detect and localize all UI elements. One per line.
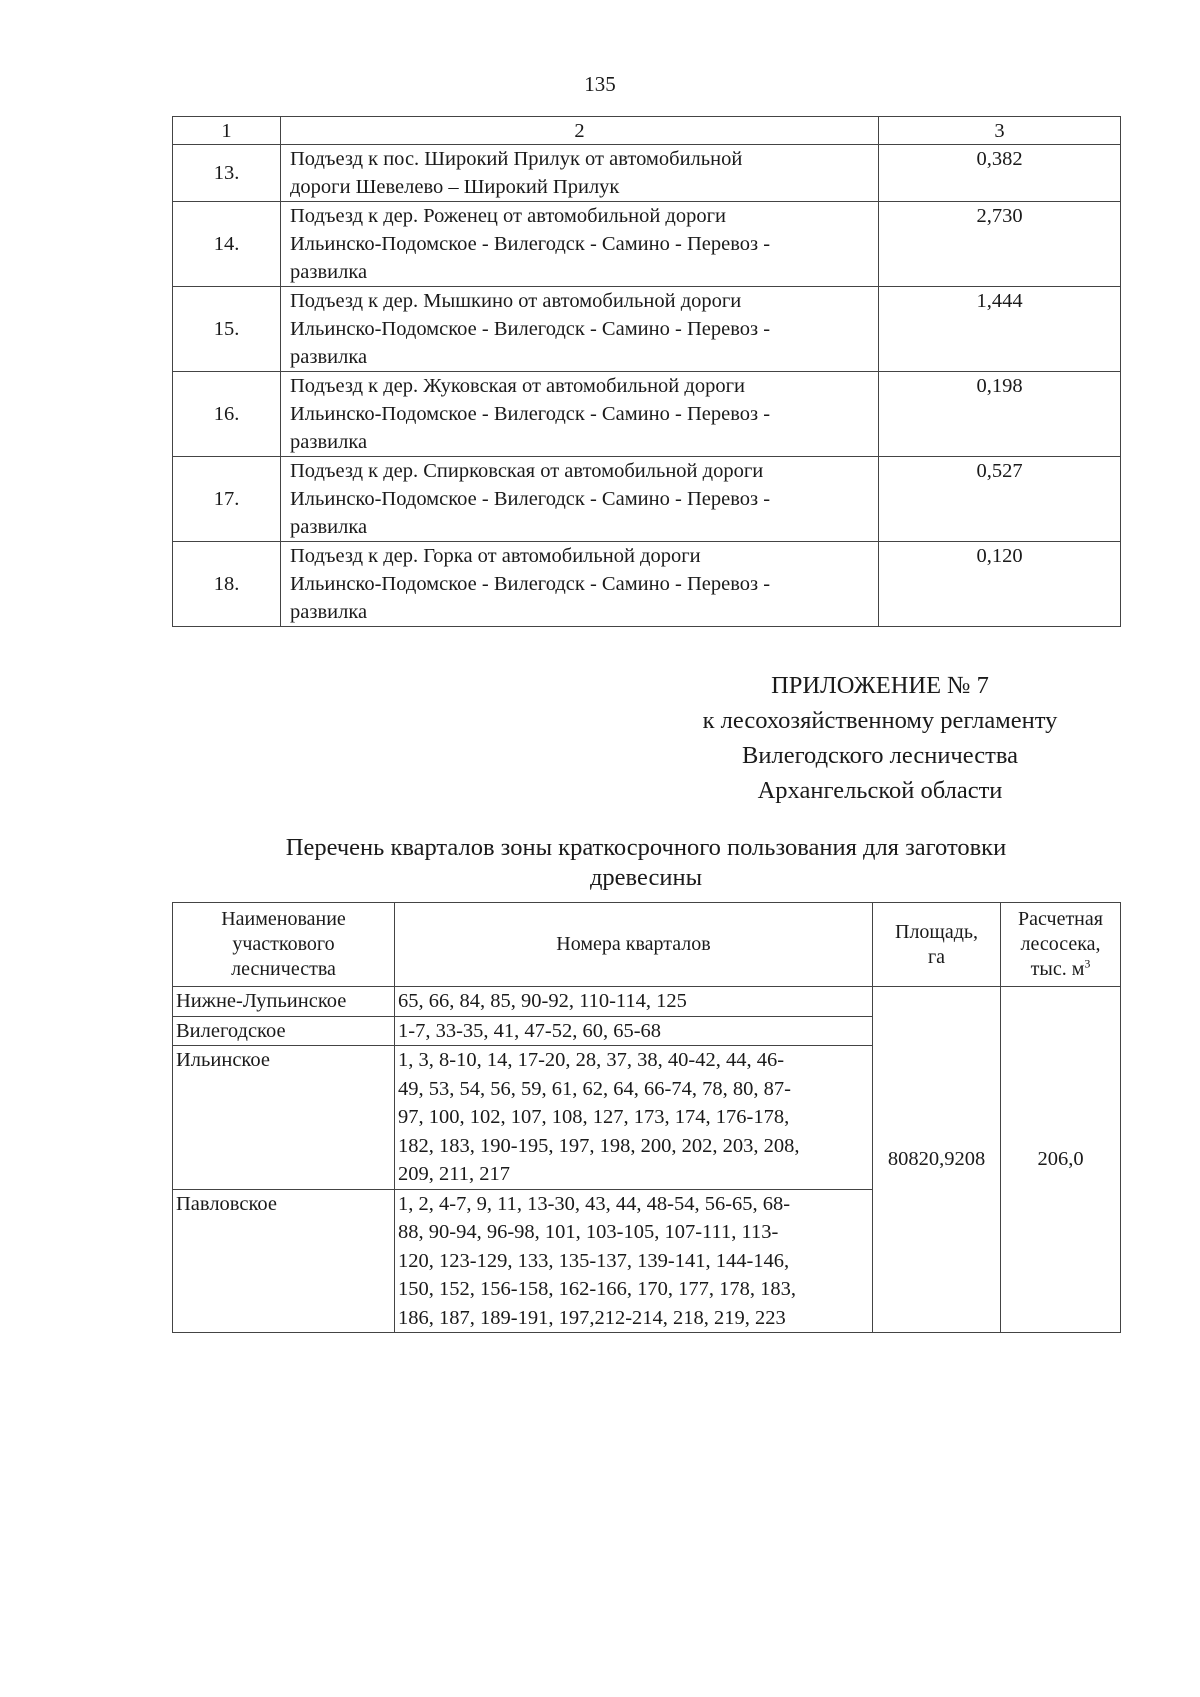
- text-line: Ильинско-Подомское - Вилегодск - Самино - Перевоз -: [290, 233, 771, 255]
- header-line: [1005, 957, 1116, 982]
- header-line: лесничества: [231, 958, 336, 980]
- quarter-numbers: [395, 987, 873, 1017]
- quarter-numbers: [395, 1046, 873, 1190]
- row-number: 18.: [173, 542, 281, 627]
- road-length: 1,444: [879, 287, 1121, 372]
- text-line: 186, 187, 189-191, 197,212-214, 218, 219, 223: [398, 1306, 786, 1329]
- row-number: 17.: [173, 457, 281, 542]
- table-header-row: [173, 903, 1121, 987]
- text-line: 49, 53, 54, 56, 59, 61, 62, 64, 66-74, 78, 80, 87-: [398, 1077, 791, 1100]
- header-line: Площадь,: [895, 920, 978, 943]
- table-row: [173, 145, 1121, 202]
- road-description: [281, 287, 879, 372]
- text-line: развилка: [290, 601, 368, 623]
- column-header: 1: [173, 117, 281, 145]
- row-number: 15.: [173, 287, 281, 372]
- road-description: [281, 145, 879, 202]
- page-number: 135: [584, 72, 616, 96]
- road-length: 0,527: [879, 457, 1121, 542]
- quarter-numbers: [395, 1016, 873, 1046]
- table-row: [173, 542, 1121, 627]
- appendix-title: ПРИЛОЖЕНИЕ № 7: [771, 672, 989, 699]
- text-line: Подъезд к дер. Горка от автомобильной дороги: [290, 545, 701, 567]
- text-line: развилка: [290, 261, 368, 283]
- road-description: [281, 202, 879, 287]
- road-length: 0,382: [879, 145, 1121, 202]
- text-line: Подъезд к дер. Роженец от автомобильной дороги: [290, 205, 726, 227]
- table-row: [173, 987, 1121, 1017]
- row-number: 13.: [173, 145, 281, 202]
- appendix-heading: [640, 668, 1120, 808]
- table-row: [173, 372, 1121, 457]
- roads-table: [172, 116, 1121, 627]
- road-description: [281, 542, 879, 627]
- title-line: Перечень кварталов зоны краткосрочного пользования для заготовки: [285, 834, 1007, 861]
- table-row: [173, 287, 1121, 372]
- forestry-name: Ильинское: [173, 1046, 395, 1190]
- row-number: 16.: [173, 372, 281, 457]
- header-unit: тыс. м: [1030, 958, 1085, 980]
- appendix-subtitle: к лесохозяйственному регламенту: [702, 707, 1058, 734]
- table-row: [173, 202, 1121, 287]
- road-length: 0,198: [879, 372, 1121, 457]
- text-line: 209, 211, 217: [398, 1163, 510, 1185]
- forestry-name: Нижне-Лупьинское: [173, 987, 395, 1017]
- text-line: 1-7, 33-35, 41, 47-52, 60, 65-68: [398, 1019, 662, 1042]
- appendix-subtitle: Архангельской области: [757, 777, 1003, 804]
- text-line: 150, 152, 156-158, 162-166, 170, 177, 178, 183,: [398, 1278, 797, 1300]
- total-allowable-cut: 206,0: [1001, 987, 1121, 1333]
- text-line: 120, 123-129, 133, 135-137, 139-141, 144-146,: [398, 1249, 790, 1272]
- total-area: 80820,9208: [873, 987, 1001, 1333]
- text-line: Ильинско-Подомское - Вилегодск - Самино - Перевоз -: [290, 403, 771, 425]
- header-allowable-cut: [1001, 903, 1121, 987]
- header-line: участкового: [232, 933, 335, 955]
- text-line: развилка: [290, 346, 368, 368]
- text-line: развилка: [290, 516, 368, 538]
- text-line: Подъезд к дер. Мышкино от автомобильной дороги: [290, 290, 742, 312]
- appendix-subtitle: Вилегодского лесничества: [742, 742, 1018, 769]
- title-line: древесины: [589, 864, 703, 891]
- forestry-name: Вилегодское: [173, 1016, 395, 1046]
- column-header: 2: [281, 117, 879, 145]
- table-row: [173, 457, 1121, 542]
- quarter-numbers: [395, 1189, 873, 1333]
- header-line: лесосека,: [1020, 933, 1101, 955]
- forestry-name: Павловское: [173, 1189, 395, 1333]
- text-line: Ильинско-Подомское - Вилегодск - Самино - Перевоз -: [290, 318, 771, 340]
- text-line: 1, 3, 8-10, 14, 17-20, 28, 37, 38, 40-42, 44, 46-: [398, 1049, 785, 1071]
- row-number: 14.: [173, 202, 281, 287]
- text-line: развилка: [290, 431, 368, 453]
- header-unit-exponent: 3: [1084, 956, 1091, 971]
- list-title: [172, 833, 1120, 893]
- quarters-table: [172, 902, 1121, 1333]
- text-line: Ильинско-Подомское - Вилегодск - Самино - Перевоз -: [290, 488, 771, 510]
- text-line: Подъезд к пос. Широкий Прилук от автомобильной: [290, 148, 743, 170]
- header-area: [873, 903, 1001, 987]
- text-line: 1, 2, 4-7, 9, 11, 13-30, 43, 44, 48-54, 56-65, 68-: [398, 1192, 791, 1215]
- road-length: 2,730: [879, 202, 1121, 287]
- road-length: 0,120: [879, 542, 1121, 627]
- header-quarter-numbers: Номера кварталов: [395, 903, 873, 987]
- text-line: 88, 90-94, 96-98, 101, 103-105, 107-111, 113-: [398, 1221, 779, 1243]
- header-line: Расчетная: [1018, 908, 1103, 930]
- text-line: Подъезд к дер. Спирковская от автомобильной дороги: [290, 460, 764, 482]
- text-line: 65, 66, 84, 85, 90-92, 110-114, 125: [398, 990, 687, 1012]
- text-line: дороги Шевелево – Широкий Прилук: [290, 176, 620, 198]
- text-line: 97, 100, 102, 107, 108, 127, 173, 174, 176-178,: [398, 1106, 790, 1128]
- column-header: 3: [879, 117, 1121, 145]
- table-header-row: [173, 117, 1121, 145]
- header-forestry-name: [173, 903, 395, 987]
- text-line: 182, 183, 190-195, 197, 198, 200, 202, 203, 208,: [398, 1134, 800, 1157]
- header-line: га: [927, 945, 946, 968]
- header-line: Наименование: [221, 908, 346, 930]
- text-line: Подъезд к дер. Жуковская от автомобильной дороги: [290, 375, 745, 397]
- text-line: Ильинско-Подомское - Вилегодск - Самино - Перевоз -: [290, 573, 771, 595]
- road-description: [281, 457, 879, 542]
- road-description: [281, 372, 879, 457]
